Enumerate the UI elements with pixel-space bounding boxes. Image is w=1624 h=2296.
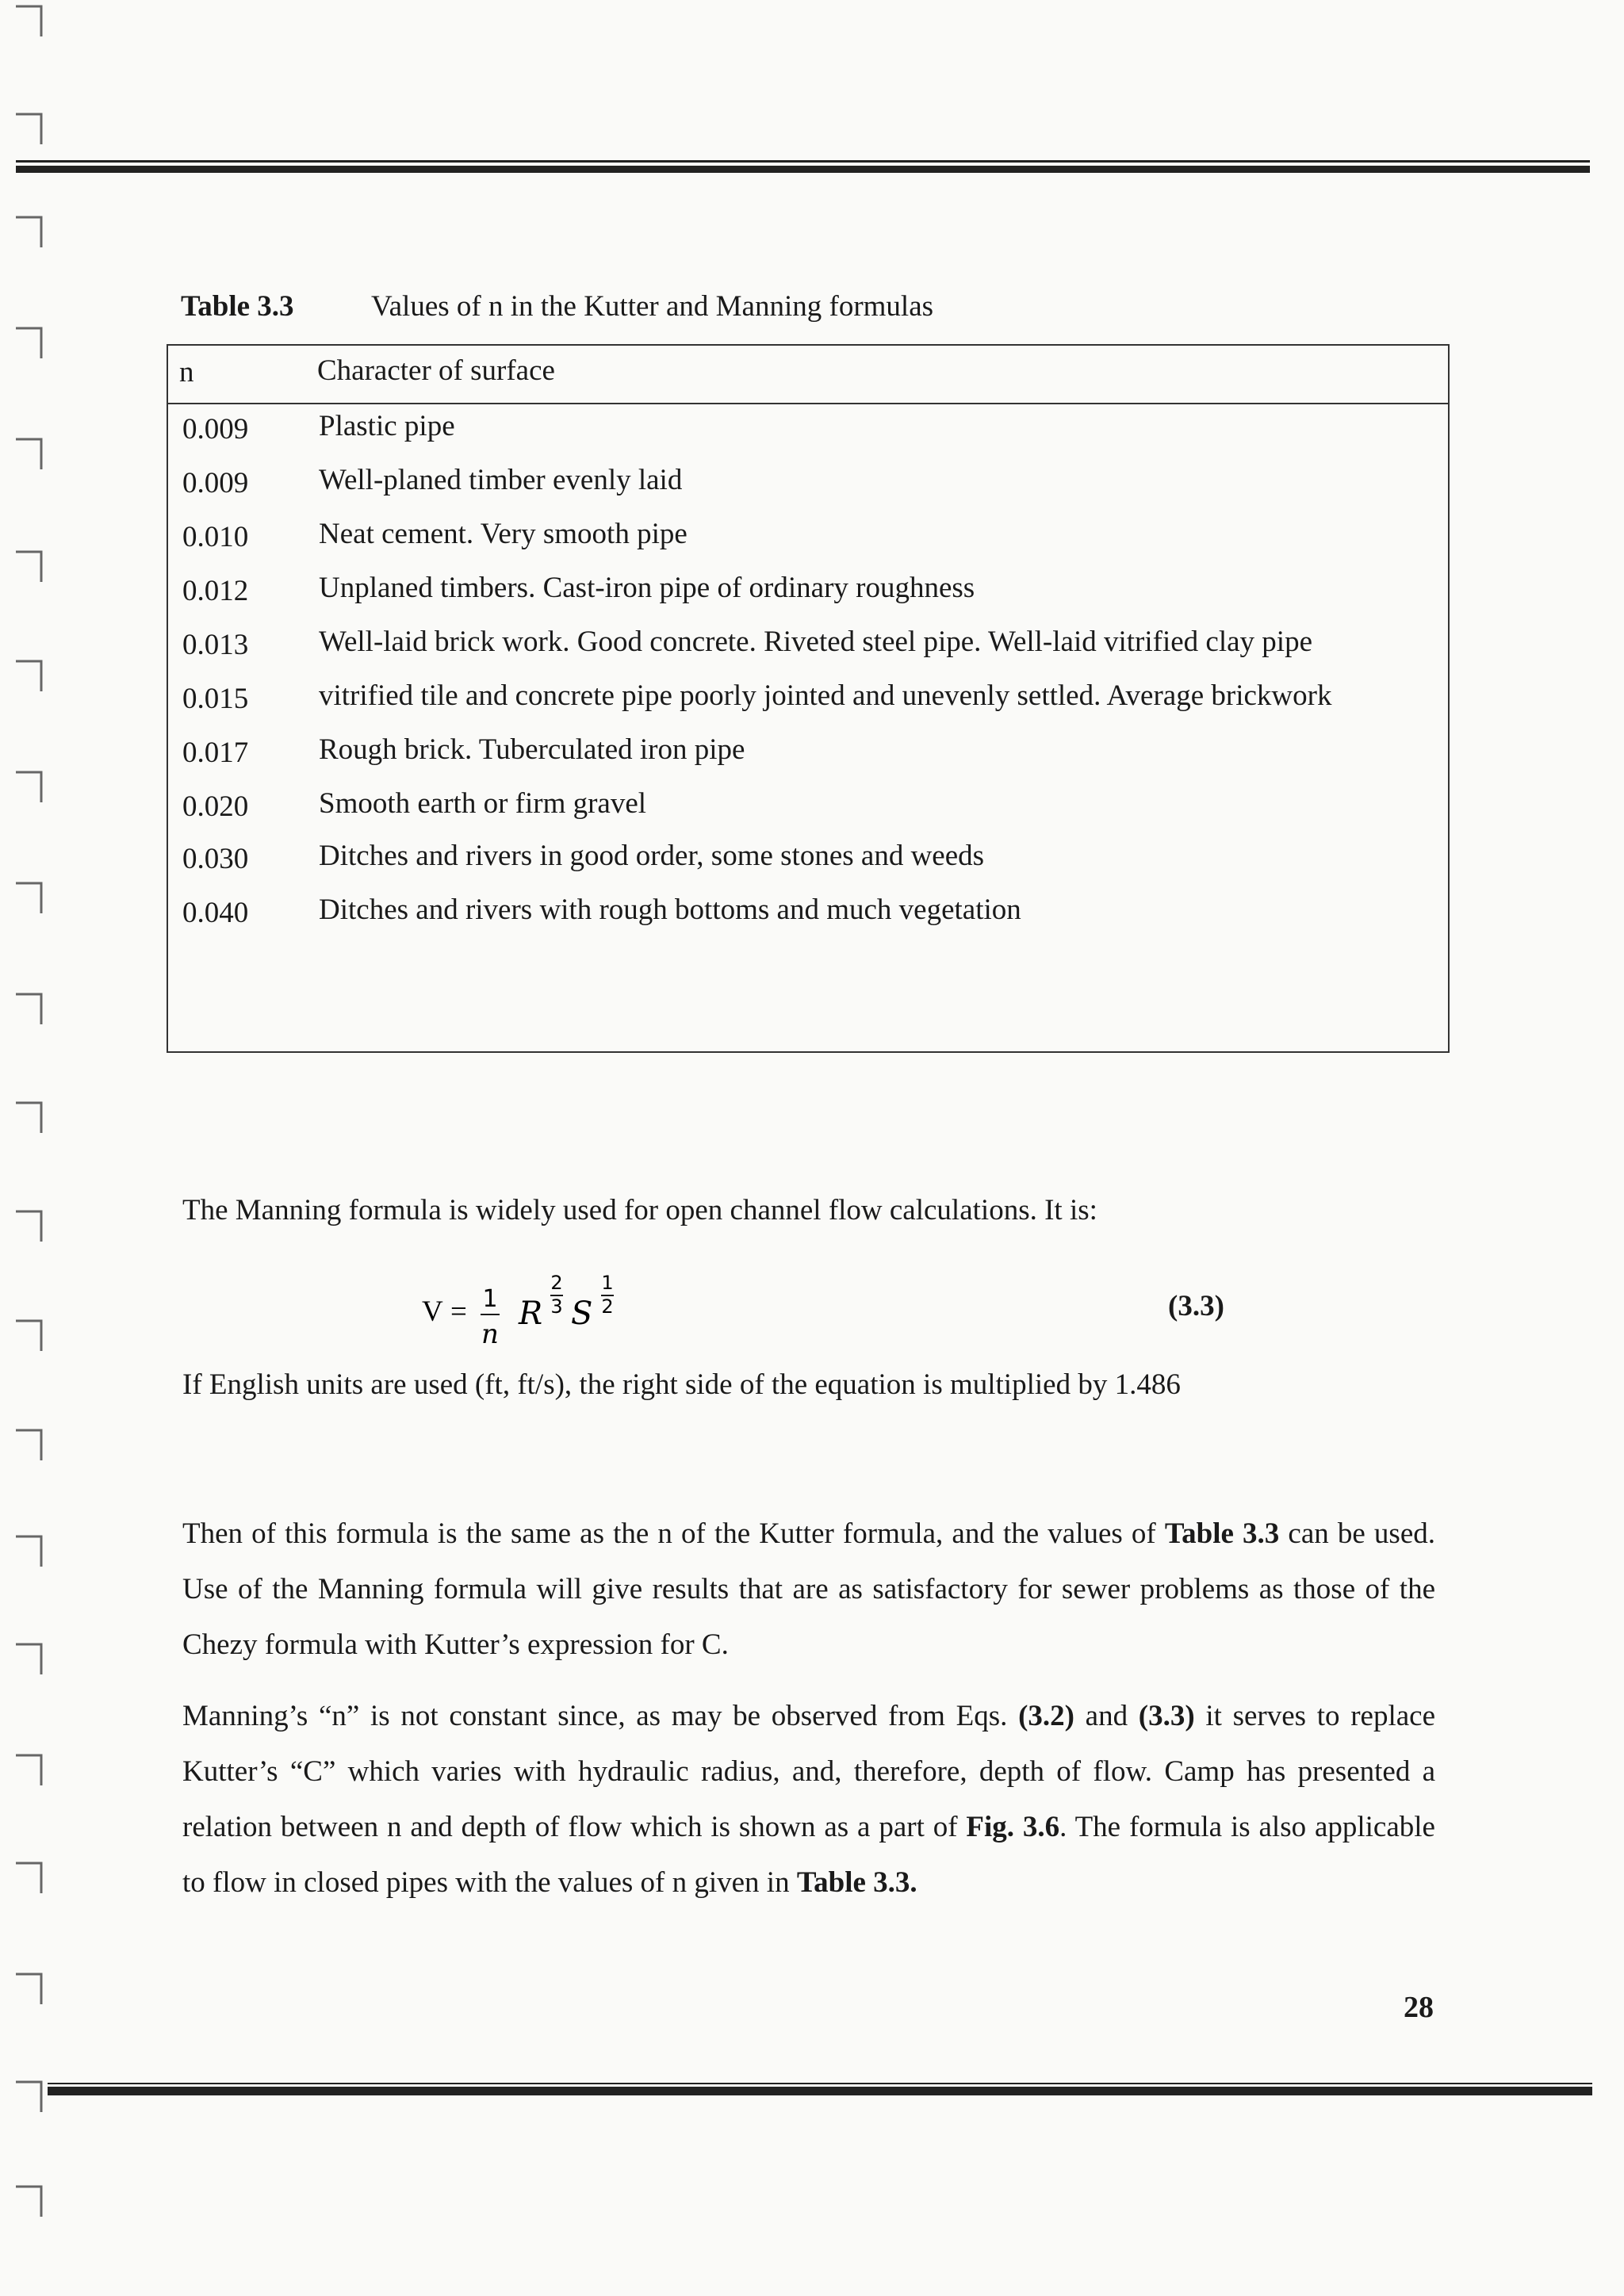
n-value: 0.017 xyxy=(182,737,249,769)
surface-character: Rough brick. Tuberculated iron pipe xyxy=(319,733,745,766)
header-n: n xyxy=(179,356,194,388)
binder-mark xyxy=(14,1532,51,1568)
eq-r-exp-num: 2 xyxy=(550,1272,563,1294)
binder-mark xyxy=(14,1640,51,1676)
binder-mark xyxy=(14,767,51,804)
equation-number: (3.3) xyxy=(1168,1290,1224,1322)
table-row xyxy=(168,515,1448,563)
table-reference: Table 3.3. xyxy=(796,1866,917,1899)
table-row xyxy=(168,677,1448,725)
n-value: 0.013 xyxy=(182,629,249,661)
n-value: 0.020 xyxy=(182,790,249,823)
surface-character: Neat cement. Very smooth pipe xyxy=(319,518,688,550)
eq-r: R xyxy=(519,1295,543,1332)
eq-denominator: n xyxy=(481,1318,499,1350)
eq-s-exp-num: 1 xyxy=(601,1272,614,1294)
eq-numerator: 1 xyxy=(482,1285,498,1313)
binder-mark xyxy=(14,212,51,249)
surface-character: Ditches and rivers with rough bottoms and much vegetation xyxy=(319,894,1021,926)
figure-reference: Fig. 3.6 xyxy=(966,1811,1060,1843)
table-caption xyxy=(181,289,933,323)
eq-s-exp-den: 2 xyxy=(601,1295,614,1318)
binder-mark xyxy=(14,434,51,471)
eq-equals: = xyxy=(450,1295,467,1328)
binder-mark xyxy=(14,656,51,693)
paragraph-text: and xyxy=(1074,1700,1139,1732)
binder-mark xyxy=(14,2182,51,2218)
values-table xyxy=(167,344,1450,1053)
binder-mark xyxy=(14,878,51,915)
paragraph-text: . The formula is also applicable to flow in closed pipes with the values of n given in xyxy=(182,1811,1435,1899)
eq-s: S xyxy=(571,1295,593,1332)
binder-mark xyxy=(14,1751,51,1787)
table-row xyxy=(168,408,1448,455)
surface-character: Well-planed timber evenly laid xyxy=(319,464,683,496)
table-row xyxy=(168,837,1448,885)
binder-mark xyxy=(14,1969,51,2006)
n-value: 0.009 xyxy=(182,413,249,446)
binder-mark xyxy=(14,323,51,360)
table-row xyxy=(168,623,1448,671)
n-value: 0.012 xyxy=(182,575,249,607)
table-title: Values of n in the Kutter and Manning formulas xyxy=(371,290,934,323)
binder-mark xyxy=(14,1425,51,1462)
english-units-note: If English units are used (ft, ft/s), the right side of the equation is multiplied by 1.486 xyxy=(182,1368,1181,1401)
table-row xyxy=(168,891,1448,939)
table-reference: Table 3.3 xyxy=(1164,1517,1280,1550)
table-label: Table 3.3 xyxy=(181,290,294,323)
binder-mark xyxy=(14,1207,51,1243)
binder-mark xyxy=(14,109,51,146)
paragraph-n-value xyxy=(182,1506,1435,1673)
table-row xyxy=(168,785,1448,832)
header-character: Character of surface xyxy=(317,354,555,387)
eq-lhs: V xyxy=(422,1295,443,1328)
paragraph-text: can be used. Use of the Manning formula will give results that are as satisfactory for sewer problems as those of the Chezy formula with Kutter’s expression for C. xyxy=(182,1517,1436,1661)
n-value: 0.009 xyxy=(182,467,249,499)
surface-character: Unplaned timbers. Cast-iron pipe of ordinary roughness xyxy=(319,572,975,604)
n-value: 0.010 xyxy=(182,521,249,553)
paragraph-text: Then of this formula is the same as the n of the Kutter formula, and the values of xyxy=(182,1517,1165,1550)
paragraph-text: Manning’s “n” is not constant since, as may be observed from Eqs. xyxy=(182,1700,1019,1732)
binder-mark xyxy=(14,1098,51,1135)
binder-mark xyxy=(14,1316,51,1353)
footer-rule xyxy=(48,2083,1592,2100)
surface-character: Smooth earth or firm gravel xyxy=(319,787,647,820)
paragraph-manning-n xyxy=(182,1689,1435,1911)
manning-intro: The Manning formula is widely used for open channel flow calculations. It is: xyxy=(182,1194,1097,1226)
n-value: 0.030 xyxy=(182,843,249,875)
surface-character: Ditches and rivers in good order, some stones and weeds xyxy=(319,840,985,872)
surface-character: vitrified tile and concrete pipe poorly jointed and unevenly settled. Average brickwork xyxy=(319,679,1332,712)
table-header-row xyxy=(168,346,1448,404)
manning-equation xyxy=(420,1269,658,1356)
header-rule xyxy=(16,160,1590,176)
n-value: 0.015 xyxy=(182,683,249,715)
binder-mark xyxy=(14,2,51,38)
paragraph-text: it serves to replace Kutter’s “C” which varies with hydraulic radius, and, therefore, depth of flow. Camp has presented a relation between n and depth of flow which is shown as a part of xyxy=(182,1700,1436,1843)
surface-character: Well-laid brick work. Good concrete. Riveted steel pipe. Well-laid vitrified clay pipe xyxy=(319,626,1312,658)
eq-r-exp-den: 3 xyxy=(550,1295,563,1318)
surface-character: Plastic pipe xyxy=(319,410,455,442)
equation-reference: (3.3) xyxy=(1138,1700,1195,1732)
equation-reference: (3.2) xyxy=(1018,1700,1074,1732)
binder-mark xyxy=(14,2077,51,2114)
n-value: 0.040 xyxy=(182,897,249,929)
table-row xyxy=(168,731,1448,779)
binder-mark xyxy=(14,547,51,584)
binder-mark xyxy=(14,1858,51,1895)
page-number: 28 xyxy=(1404,1991,1434,2024)
table-row xyxy=(168,569,1448,617)
table-row xyxy=(168,461,1448,509)
binder-mark xyxy=(14,989,51,1026)
